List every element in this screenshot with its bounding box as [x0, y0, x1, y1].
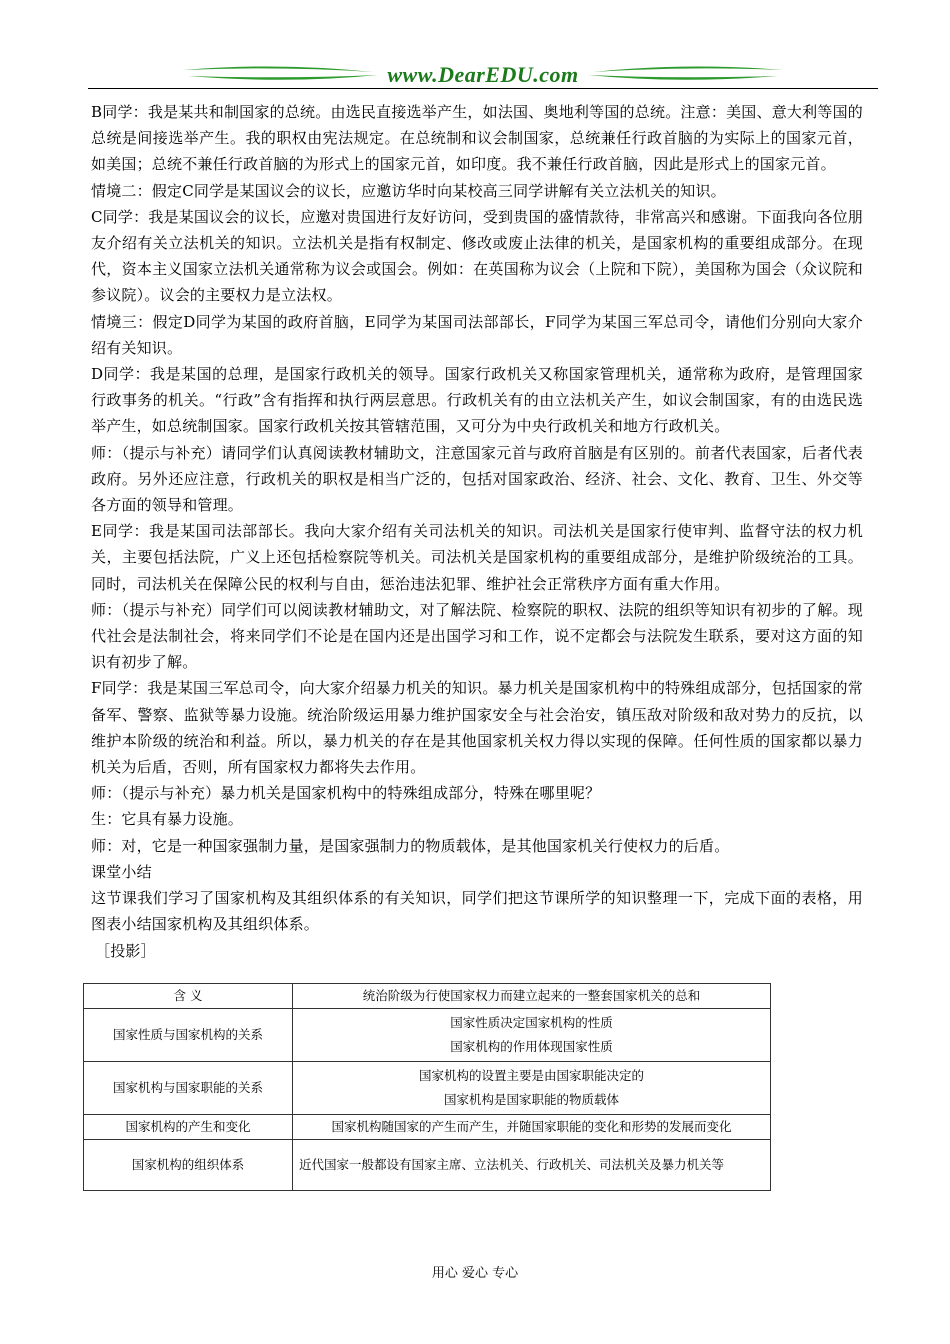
table-cell-line: 统治阶级为行使国家权力而建立起来的一整套国家机关的总和 [362, 988, 701, 1003]
table-cell [293, 1140, 771, 1191]
table-row [84, 984, 771, 1009]
table-cell-line: 国家机构随国家的产生而产生，并随国家职能的变化和形势的发展而变化 [331, 1119, 732, 1134]
table-cell [293, 1009, 771, 1062]
paragraph: E同学：我是某国司法部部长。我向大家介绍有关司法机关的知识。司法机关是国家行使审判、监督守法的权力机关，主要包括法院，广义上还包括检察院等机关。司法机关是国家机构的重要组成部分，是维护阶级统治的工具。同时，司法机关在保障公民的权利与自由，惩治违法犯罪、维护社会正常秩序方面有重大作用。 [91, 522, 863, 593]
paragraph: 生：它具有暴力设施。 [91, 810, 244, 829]
table-cell-line: 国家机构的作用体现国家性质 [450, 1039, 613, 1054]
table-row-label: 国家机构的产生和变化 [84, 1115, 293, 1140]
paragraph: F同学：我是某国三军总司令，向大家介绍暴力机关的知识。暴力机关是国家机构中的特殊组成部分，包括国家的常备军、警察、监狱等暴力设施。统治阶级运用暴力维护国家安全与社会治安，镇压敌对阶级和敌对势力的反抗，以维护本阶级的统治和利益。所以，暴力机关的存在是其他国家机关权力得以实现的保障。任何性质的国家都以暴力机关为后盾，否则，所有国家权力都将失去作用。 [91, 679, 863, 777]
paragraph: 师：（提示与补充）同学们可以阅读教材辅助文，对了解法院、检察院的职权、法院的组织等知识有初步的了解。现代社会是法制社会，将来同学们不论是在国内还是出国学习和工作，说不定都会与法院发生联系，要对这方面的知识有初步了解。 [91, 600, 863, 672]
paragraph: 这节课我们学习了国家机构及其组织体系的有关知识，同学们把这节课所学的知识整理一下，完成下面的表格，用图表小结国家机构及其组织体系。 [91, 889, 863, 934]
page-footer: 用心 爱心 专心 [431, 1266, 519, 1281]
table-row [84, 1115, 771, 1140]
paragraph: 情境二：假定C同学是某国议会的议长，应邀访华时向某校高三同学讲解有关立法机关的知识。 [91, 181, 726, 200]
section-heading: 课堂小结 [91, 862, 152, 881]
paragraph: D同学：我是某国的总理，是国家行政机关的领导。国家行政机关又称国家管理机关，通常称为政府，是管理国家行政事务的机关。“行政”含有指挥和执行两层意思。行政机关有的由立法机关产生，如议会制国家，有的由选民选举产生，如总统制国家。国家行政机关按其管辖范围，又可分为中央行政机关和地方行政机关。 [91, 365, 863, 436]
table-row-label: 含 义 [84, 984, 293, 1009]
table-cell-line: 国家机构是国家职能的物质载体 [443, 1092, 619, 1107]
table-row-label: 国家性质与国家机构的关系 [84, 1009, 293, 1062]
document-body [91, 99, 863, 964]
paragraph: B同学：我是某共和制国家的总统。由选民直接选举产生，如法国、奥地利等国的总统。注意：美国、意大利等国的总统是间接选举产生。我的职权由宪法规定。在总统制和议会制国家，总统兼任行政首脑的为实际上的国家元首，如美国；总统不兼任行政首脑的为形式上的国家元首，如印度。我不兼任行政首脑，因此是形式上的国家元首。 [91, 103, 863, 174]
paragraph: 师：（提示与补充）请同学们认真阅读教材辅助文，注意国家元首与政府首脑是有区别的。前者代表国家，后者代表政府。另外还应注意，行政机关的职权是相当广泛的，包括对国家政治、经济、社会、文化、教育、卫生、外交等各方面的领导和管理。 [91, 443, 863, 515]
paragraph: 情境三：假定D同学为某国的政府首脑，E同学为某国司法部部长，F同学为某国三军总司令，请他们分别向大家介绍有关知识。 [91, 312, 863, 357]
table-cell-line: 国家性质决定国家机构的性质 [450, 1015, 613, 1030]
table-cell [293, 1062, 771, 1115]
paragraph: 师：对，它是一种国家强制力量，是国家强制力的物质载体，是其他国家机关行使权力的后盾。 [91, 836, 730, 855]
table-cell-line: 近代国家一般都设有国家主席、立法机关、行政机关、司法机关及暴力机关等 [299, 1157, 725, 1172]
header-divider [88, 88, 878, 89]
table-row-label: 国家机构与国家职能的关系 [84, 1062, 293, 1115]
summary-table [83, 983, 771, 1191]
table-row [84, 1009, 771, 1062]
table-cell-line: 国家机构的设置主要是由国家职能决定的 [418, 1068, 644, 1083]
site-logo[interactable]: www.DearEDU.com [387, 62, 579, 87]
paragraph: 师：（提示与补充）暴力机关是国家机构中的特殊组成部分，特殊在哪里呢？ [91, 784, 601, 803]
paragraph: C同学：我是某国议会的议长，应邀对贵国进行友好访问，受到贵国的盛情款待，非常高兴和感谢。下面我向各位朋友介绍有关立法机关的知识。立法机关是指有权制定、修改或废止法律的机关，是国家机构的重要组成部分。在现代，资本主义国家立法机关通常称为议会或国会。例如：在英国称为议会（上院和下院），美国称为国会（众议院和参议院）。议会的主要权力是立法权。 [91, 207, 863, 305]
table-cell [293, 984, 771, 1009]
table-row [84, 1062, 771, 1115]
projection-label: ［投影］ [95, 941, 156, 960]
table-row [84, 1140, 771, 1191]
table-cell [293, 1115, 771, 1140]
table-row-label: 国家机构的组织体系 [84, 1140, 293, 1191]
